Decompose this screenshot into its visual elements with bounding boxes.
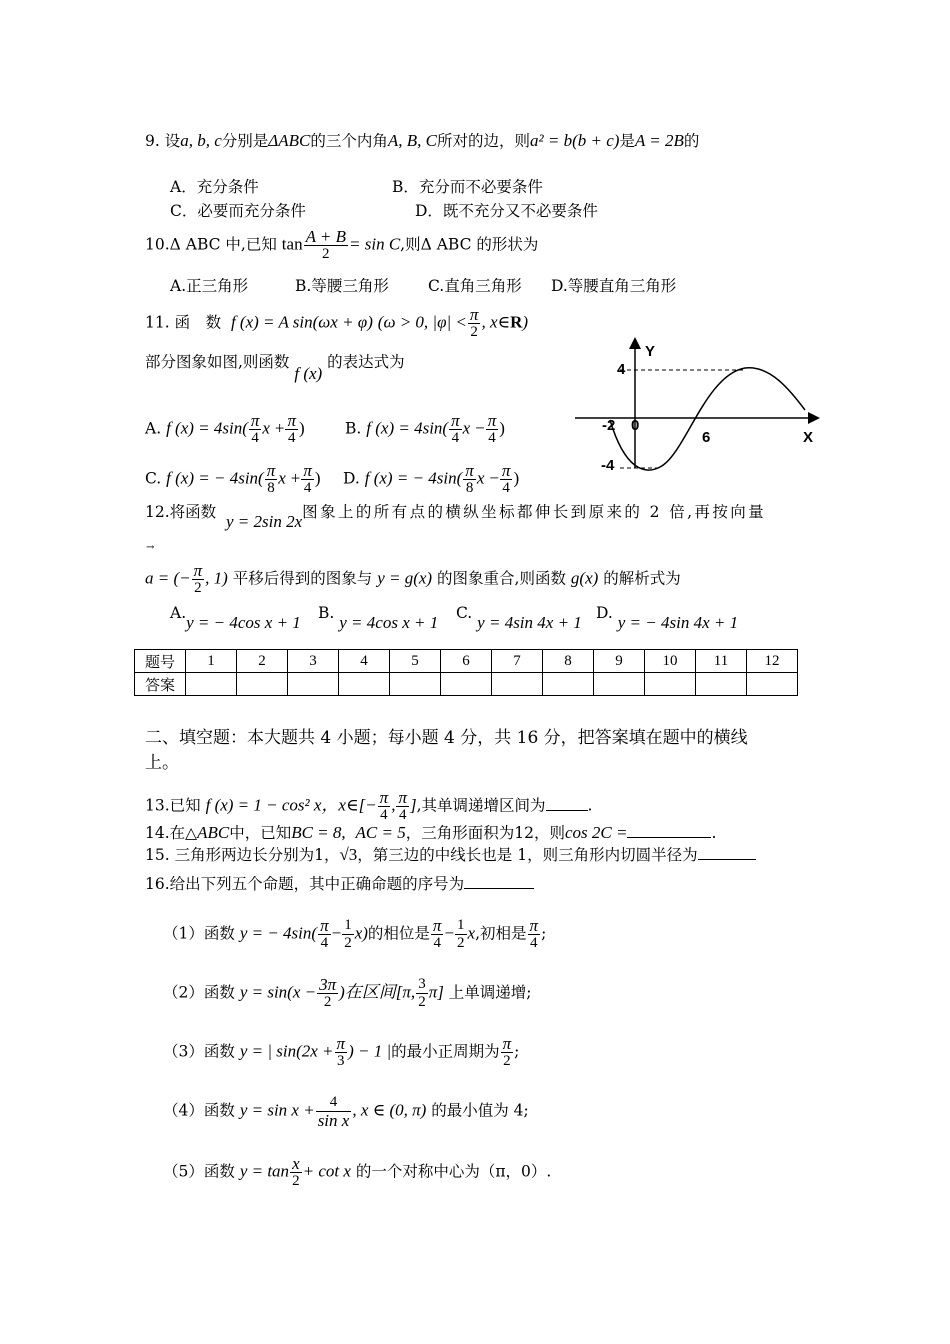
answer-cell-11[interactable] [696, 673, 747, 696]
q16-answer-blank[interactable] [464, 874, 534, 889]
q9-option-a: A．充分条件 [170, 178, 259, 196]
table-cell: 4 [339, 650, 390, 673]
q12-option-b: B. y = 4cos x + 1 [318, 604, 439, 632]
zero-label: 0 [631, 417, 640, 434]
q11-option-a: A. f (x) = 4sin( $\frac{\pi}{4}$ x + $\frac{\pi}{4}$ ) [145, 411, 305, 446]
answer-cell-7[interactable] [492, 673, 543, 696]
six-label: 6 [702, 429, 711, 446]
min-label: -4 [601, 457, 615, 474]
answer-cell-12[interactable] [747, 673, 798, 696]
answer-cell-9[interactable] [594, 673, 645, 696]
answer-cell-4[interactable] [339, 673, 390, 696]
max-label: 4 [617, 361, 626, 378]
table-cell: 11 [696, 650, 747, 673]
q11-option-b: B. f (x) = 4sin( $\frac{\pi}{4}$ x − $\frac{\pi}{4}$ ) [345, 411, 505, 446]
q11-option-d: D. f (x) = − 4sin( $\frac{\pi}{8}$ x − $\frac{\pi}{4}$ ) [343, 461, 520, 496]
q11-stem-line2: 部分图象如图,则函数 f (x) 的表达式为 [145, 353, 405, 383]
answer-cell-2[interactable] [237, 673, 288, 696]
answer-table [134, 649, 798, 696]
q9-option-b: B．充分而不必要条件 [392, 178, 543, 196]
table-row-answers [135, 673, 798, 696]
q12-option-d: D. y = − 4sin 4x + 1 [596, 604, 739, 632]
q12-stem: 12.将函数 y = 2sin 2x图象上的所有点的横纵坐标都伸长到原来的 2 倍,再按向量 [145, 503, 767, 531]
q11-stem: 11. 函 数 f (x) = A sin(ωx + φ) (ω > 0, |φ| < $\frac{\pi}{2}$ , x∈R) [145, 305, 529, 340]
q14: 14.在△ABC中，已知BC = 8, AC = 5，三角形面积为12，则cos 2C = . [145, 823, 717, 842]
q12-stem-line2: a = (− $\frac{\pi}{2}$ , 1) 平移后得到的图象与 y = g(x) 的图象重合,则函数 g(x) 的解析式为 [145, 561, 681, 596]
q11-graph [565, 330, 830, 475]
q16-item-5: （5）函数 y = tan $\frac{x}{2}$ + cot x 的一个对称中心为（π，0）. [163, 1154, 552, 1189]
table-cell: 2 [237, 650, 288, 673]
q10-option-a: A.正三角形 [170, 277, 249, 295]
q13: 13.已知 f (x) = 1 − cos² x，x∈[− $\frac{\pi}{4}$ , $\frac{\pi}{4}$ ],其单调递增区间为 . [145, 788, 593, 823]
table-cell: 8 [543, 650, 594, 673]
answer-cell-1[interactable] [186, 673, 237, 696]
x-axis-label: X [803, 429, 814, 446]
q14-answer-blank[interactable] [627, 823, 711, 838]
answer-cell-3[interactable] [288, 673, 339, 696]
q10-option-b: B.等腰三角形 [295, 277, 389, 295]
table-cell: 5 [390, 650, 441, 673]
table-cell: 10 [645, 650, 696, 673]
answer-cell-8[interactable] [543, 673, 594, 696]
q16-item-4: （4）函数 y = sin x + $\frac{4}{\text{sin x}}$ , x ∈ (0, π) 的最小值为 4; [163, 1094, 529, 1130]
q9-stem: 9. 设a, b, c分别是ΔABC的三个内角A, B, C所对的边，则a² = b(b + c)是A = 2B的 [145, 131, 700, 150]
q15-answer-blank[interactable] [698, 845, 756, 860]
section-title-line2: 上。 [145, 753, 179, 773]
table-header: 答案 [135, 673, 186, 696]
q12-option-c: C. y = 4sin 4x + 1 [456, 604, 582, 632]
table-cell: 1 [186, 650, 237, 673]
y-axis-label: Y [645, 343, 656, 360]
q10-option-d: D.等腰直角三角形 [551, 277, 677, 295]
q12-option-a: A.y = − 4cos x + 1 [170, 604, 301, 632]
table-cell: 3 [288, 650, 339, 673]
q16-item-3: （3）函数 y = | sin(2x + $\frac{\pi}{3}$ ) − 1 |的最小正周期为 $\frac{\pi}{2}$ ; [163, 1034, 520, 1069]
q16-item-1: （1）函数 y = − 4sin( $\frac{\pi}{4}$ − $\frac{1}{2}$ x)的相位是 $\frac{\pi}{4}$ − $\frac{1}{2}$ x,初相是 $\frac{\pi}{4}$ ; [163, 916, 547, 951]
section-title: 二、填空题：本大题共 4 小题；每小题 4 分，共 16 分，把答案填在题中的横线 [145, 728, 748, 748]
table-row-numbers [135, 650, 798, 673]
table-cell: 9 [594, 650, 645, 673]
table-cell: 7 [492, 650, 543, 673]
q10-option-c: C.直角三角形 [428, 277, 522, 295]
q16-item-2: （2）函数 y = sin(x − $\frac{3\pi}{2}$ )在区间[π, $\frac{3}{2}$ π] 上单调递增; [163, 975, 532, 1010]
q10-stem: 10.Δ ABC 中,已知 tan $\frac{A + B}{2}$ = sin C,则Δ ABC 的形状为 [145, 227, 539, 262]
table-header: 题号 [135, 650, 186, 673]
q9-option-c: C．必要而充分条件 [170, 202, 306, 220]
q9-option-d: D．既不充分又不必要条件 [415, 202, 598, 220]
answer-cell-5[interactable] [390, 673, 441, 696]
neg2-label: -2 [602, 417, 616, 434]
q16-stem: 16.给出下列五个命题，其中正确命题的序号为 [145, 874, 534, 894]
table-cell: 12 [747, 650, 798, 673]
answer-cell-10[interactable] [645, 673, 696, 696]
q13-answer-blank[interactable] [546, 796, 588, 811]
vector-arrow: → [146, 542, 155, 553]
q11-option-c: C. f (x) = − 4sin( $\frac{\pi}{8}$ x + $\frac{\pi}{4}$ ) [145, 461, 321, 496]
answer-cell-6[interactable] [441, 673, 492, 696]
table-cell: 6 [441, 650, 492, 673]
q15: 15. 三角形两边长分别为1，√3，第三边的中线长也是 1，则三角形内切圆半径为 [145, 845, 756, 865]
